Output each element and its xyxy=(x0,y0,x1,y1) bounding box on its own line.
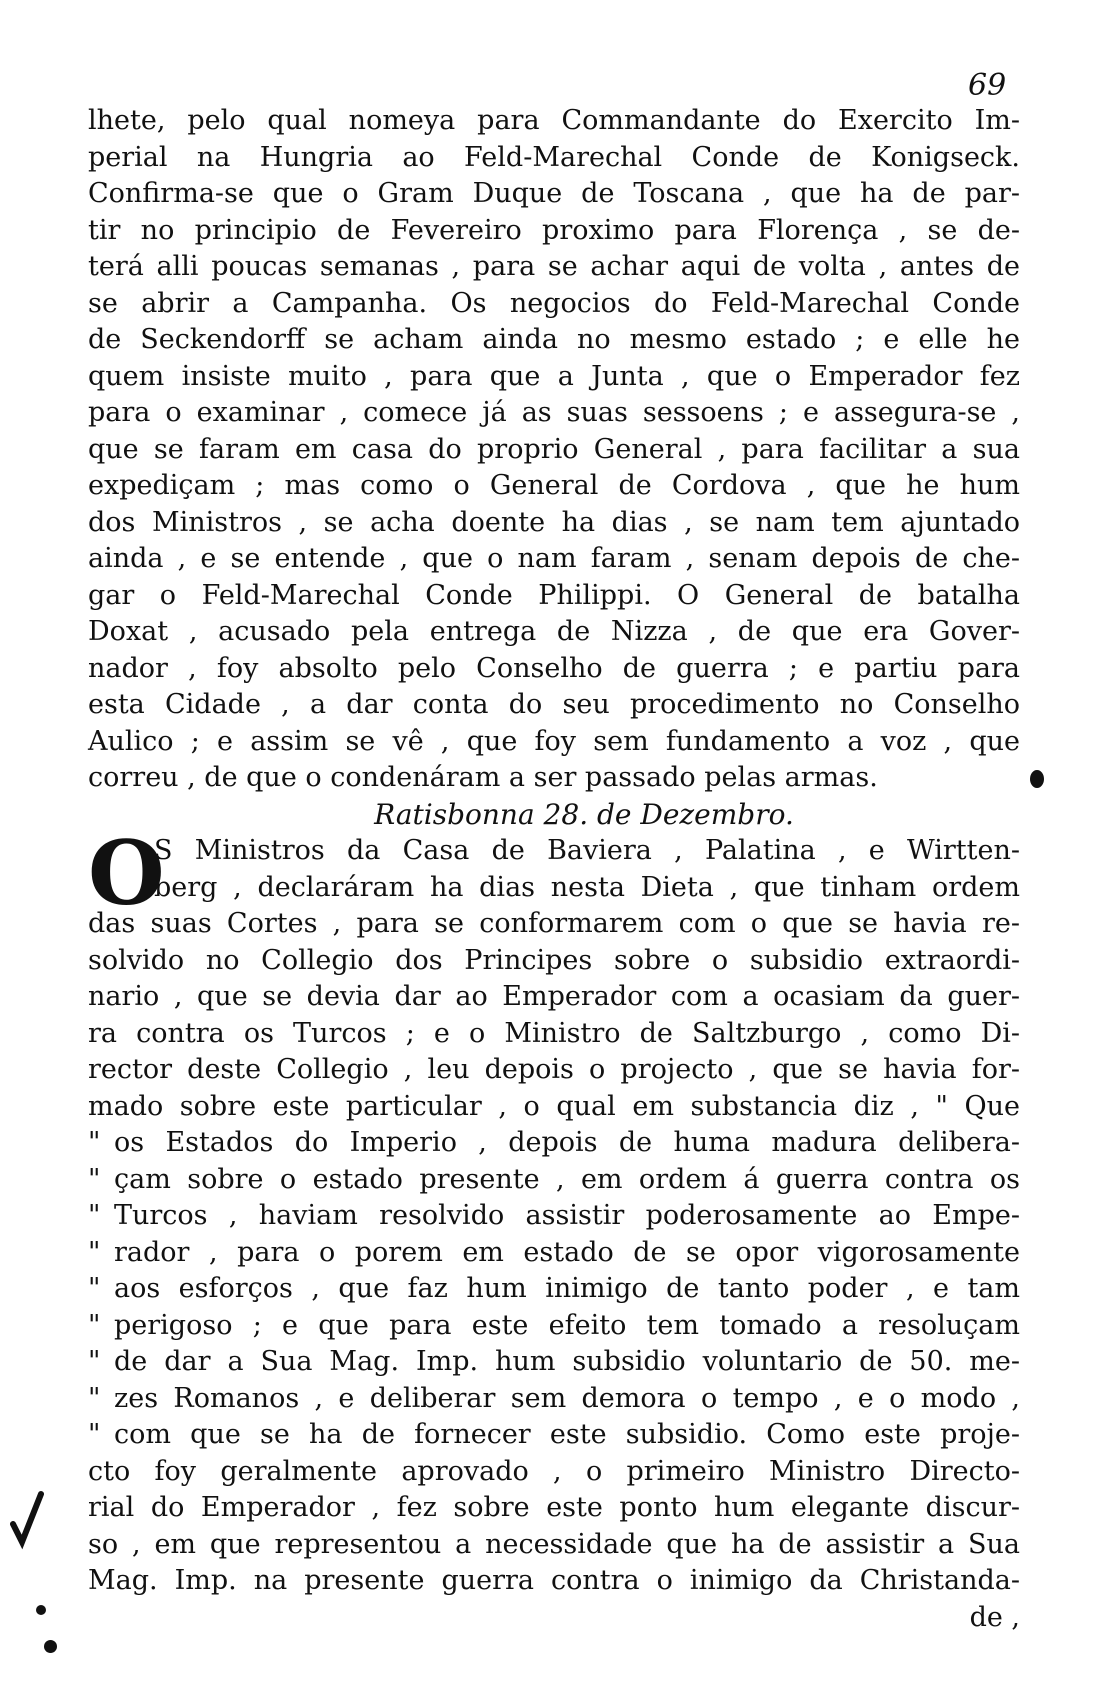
text-line: perial na Hungria ao Feld-Marechal Conde de Konigseck. xyxy=(88,141,1020,173)
text-line: terá alli poucas semanas , para se achar aqui de volta , antes de xyxy=(88,251,1020,282)
ink-blot xyxy=(44,1640,57,1653)
quote-line xyxy=(88,1344,1020,1381)
text-line: esta Cidade , a dar conta do seu procedimento no Conselho xyxy=(88,689,1020,720)
text-line: se abrir a Campanha. Os negocios do Feld-Marechal Conde xyxy=(88,287,1020,319)
text-line: nador , foy absolto pelo Conselho de guerra ; e partiu para xyxy=(88,652,1020,684)
quote-line xyxy=(88,1308,1020,1345)
quote-mark: " xyxy=(88,1346,101,1377)
text-line: Doxat , acusado pela entrega de Nizza , de que era Gover- xyxy=(88,616,1020,647)
text-line: para o examinar , comece já as suas sessoens ; e assegura-se , xyxy=(88,397,1020,428)
drop-cap: O xyxy=(88,821,165,925)
quote-mark: " xyxy=(88,1309,101,1341)
quoted-resolution xyxy=(88,1125,1020,1454)
quote-line xyxy=(88,1162,1020,1199)
ink-blot xyxy=(36,1605,46,1615)
quote-mark: " xyxy=(88,1200,101,1231)
quote-line-text: çam sobre o estado presente , em ordem á guerra contra os xyxy=(114,1163,1020,1195)
text-line: expediçam ; mas como o General de Cordova , que he hum xyxy=(88,470,1020,501)
article-body xyxy=(88,103,1020,1636)
quote-line-text: os Estados do Imperio , depois de huma madura delibera- xyxy=(114,1127,1020,1158)
text-line: quem insiste muito , para que a Junta , que o Emperador fez xyxy=(88,360,1020,392)
text-line: rial do Emperador , fez sobre este ponto hum elegante discur- xyxy=(88,1492,1020,1523)
text-line: que se faram em casa do proprio General , para facilitar a sua xyxy=(88,433,1020,465)
text-line: Mag. Imp. na presente guerra contra o inimigo da Christanda- xyxy=(88,1565,1020,1596)
ink-blot xyxy=(1030,770,1044,788)
text-line: gar o Feld-Marechal Conde Philippi. O General de batalha xyxy=(88,579,1020,611)
text-line: S Ministros da Casa de Baviera , Palatina , e Wirtten- xyxy=(154,835,1020,866)
quote-line xyxy=(88,1235,1020,1272)
quote-line-text: zes Romanos , e deliberar sem demora o tempo , e o modo , xyxy=(114,1382,1020,1414)
text-line: nario , que se devia dar ao Emperador com a ocasiam da guer- xyxy=(88,981,1020,1012)
text-line: Confirma-se que o Gram Duque de Toscana , que ha de par- xyxy=(88,178,1020,209)
quote-line-text: com que se ha de fornecer este subsidio. Como este proje- xyxy=(114,1419,1020,1450)
quote-line xyxy=(88,1381,1020,1418)
handwritten-check-mark-icon xyxy=(10,1490,44,1550)
text-line: so , em que representou a necessidade que ha de assistir a Sua xyxy=(88,1528,1020,1560)
text-line: dos Ministros , se acha doente ha dias , se nam tem ajuntado xyxy=(88,506,1020,538)
text-line: correu , de que o condenáram a ser passado pelas armas. xyxy=(88,762,878,793)
text-line: lhete, pelo qual nomeya para Commandante do Exercito Im- xyxy=(88,105,1020,136)
text-line: berg , declaráram ha dias nesta Dieta , que tinham ordem xyxy=(154,871,1020,903)
text-line: rector deste Collegio , leu depois o projecto , que se havia for- xyxy=(88,1054,1020,1085)
quote-line-text: Turcos , haviam resolvido assistir poderosamente ao Empe- xyxy=(114,1200,1020,1231)
catchword: de , xyxy=(969,1601,1020,1633)
text-line: tir no principio de Fevereiro proximo para Florença , se de- xyxy=(88,214,1020,246)
quote-line-text: de dar a Sua Mag. Imp. hum subsidio voluntario de 50. me- xyxy=(114,1346,1020,1377)
quote-line xyxy=(88,1271,1020,1308)
dateline-heading: Ratisbonna 28. de Dezembro. xyxy=(374,797,794,831)
text-line: de Seckendorff se acham ainda no mesmo estado ; e elle he xyxy=(88,324,1020,355)
quote-mark: " xyxy=(88,1382,101,1414)
quote-mark: " xyxy=(88,1236,101,1268)
paragraph-vienna xyxy=(88,103,1020,797)
quote-line xyxy=(88,1198,1020,1235)
text-line: mado sobre este particular , o qual em substancia diz , " Que xyxy=(88,1090,1020,1122)
text-line: das suas Cortes , para se conformarem com o que se havia re- xyxy=(88,908,1020,939)
text-line: ra contra os Turcos ; e o Ministro de Saltzburgo , como Di- xyxy=(88,1017,1020,1049)
quote-mark: " xyxy=(88,1163,101,1195)
quote-line xyxy=(88,1125,1020,1162)
page-number: 69 xyxy=(968,68,1007,103)
quote-mark: " xyxy=(88,1127,101,1158)
quote-line xyxy=(88,1417,1020,1454)
quote-mark: " xyxy=(88,1273,101,1304)
quote-line-text: rador , para o porem em estado de se opor vigorosamente xyxy=(114,1236,1020,1268)
text-line: cto foy geralmente aprovado , o primeiro Ministro Directo- xyxy=(88,1455,1020,1487)
quote-line-text: perigoso ; e que para este efeito tem tomado a resoluçam xyxy=(114,1309,1020,1341)
paragraph-closing xyxy=(88,1454,1020,1637)
text-line: Aulico ; e assim se vê , que foy sem fundamento a voz , que xyxy=(88,725,1020,757)
paragraph-ratisbonna xyxy=(88,821,1020,1125)
text-line: ainda , e se entende , que o nam faram , senam depois de che- xyxy=(88,543,1020,574)
text-line: solvido no Collegio dos Principes sobre o subsidio extraordi- xyxy=(88,944,1020,976)
quote-line-text: aos esforços , que faz hum inimigo de tanto poder , e tam xyxy=(114,1273,1020,1304)
quote-mark: " xyxy=(88,1419,101,1450)
